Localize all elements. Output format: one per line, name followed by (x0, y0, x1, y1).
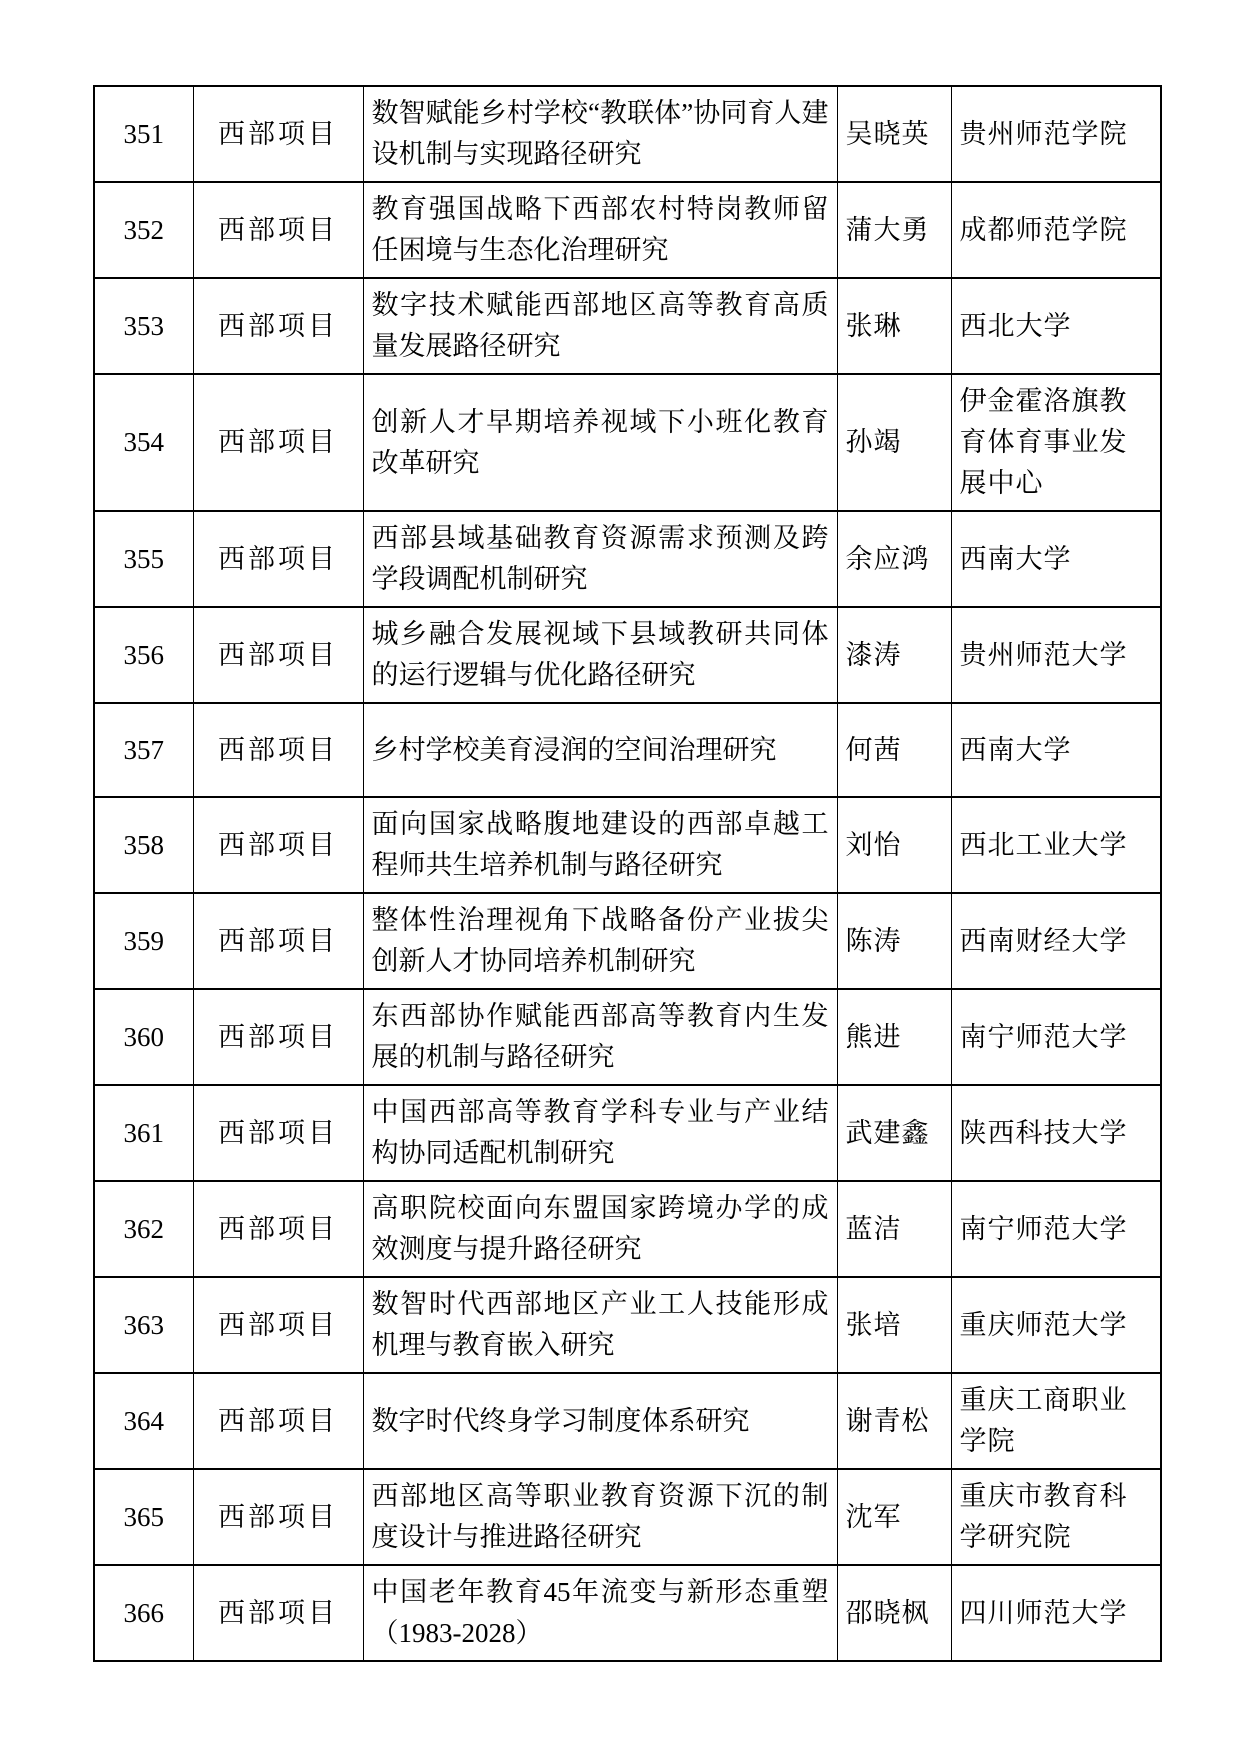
table-row (94, 989, 1161, 1085)
table-row (94, 1373, 1161, 1469)
project-leader-cell: 吴晓英 (837, 86, 951, 182)
project-institution-cell: 重庆师范大学 (951, 1277, 1161, 1373)
project-category-cell: 西部项目 (193, 989, 363, 1085)
project-institution-cell: 重庆市教育科学研究院 (951, 1469, 1161, 1565)
project-category-cell: 西部项目 (193, 278, 363, 374)
table-row (94, 703, 1161, 797)
project-institution-cell: 南宁师范大学 (951, 989, 1161, 1085)
project-leader-cell: 蒲大勇 (837, 182, 951, 278)
project-leader-cell: 沈军 (837, 1469, 951, 1565)
project-category-cell: 西部项目 (193, 182, 363, 278)
project-leader-cell: 谢青松 (837, 1373, 951, 1469)
table-row (94, 893, 1161, 989)
project-category-cell: 西部项目 (193, 797, 363, 893)
project-category-cell: 西部项目 (193, 1277, 363, 1373)
table-row (94, 1277, 1161, 1373)
project-leader-cell: 余应鸿 (837, 511, 951, 607)
project-title-cell: 中国西部高等教育学科专业与产业结构协同适配机制研究 (363, 1085, 837, 1181)
table-row (94, 607, 1161, 703)
project-title-cell: 数字时代终身学习制度体系研究 (363, 1373, 837, 1469)
project-category-cell: 西部项目 (193, 1181, 363, 1277)
project-institution-cell: 四川师范大学 (951, 1565, 1161, 1661)
project-number-cell: 352 (94, 182, 193, 278)
project-institution-cell: 重庆工商职业学院 (951, 1373, 1161, 1469)
project-title-cell: 乡村学校美育浸润的空间治理研究 (363, 703, 837, 797)
project-number-cell: 353 (94, 278, 193, 374)
projects-table-body (94, 86, 1161, 1661)
project-title-cell: 高职院校面向东盟国家跨境办学的成效测度与提升路径研究 (363, 1181, 837, 1277)
project-leader-cell: 张培 (837, 1277, 951, 1373)
project-number-cell: 360 (94, 989, 193, 1085)
project-leader-cell: 刘怡 (837, 797, 951, 893)
project-title-cell: 教育强国战略下西部农村特岗教师留任困境与生态化治理研究 (363, 182, 837, 278)
project-title-cell: 面向国家战略腹地建设的西部卓越工程师共生培养机制与路径研究 (363, 797, 837, 893)
project-leader-cell: 漆涛 (837, 607, 951, 703)
project-number-cell: 354 (94, 374, 193, 511)
project-title-cell: 整体性治理视角下战略备份产业拔尖创新人才协同培养机制研究 (363, 893, 837, 989)
project-number-cell: 361 (94, 1085, 193, 1181)
table-row (94, 182, 1161, 278)
project-institution-cell: 西北大学 (951, 278, 1161, 374)
project-category-cell: 西部项目 (193, 893, 363, 989)
project-number-cell: 358 (94, 797, 193, 893)
project-category-cell: 西部项目 (193, 1373, 363, 1469)
project-leader-cell: 陈涛 (837, 893, 951, 989)
project-institution-cell: 伊金霍洛旗教育体育事业发展中心 (951, 374, 1161, 511)
project-number-cell: 359 (94, 893, 193, 989)
project-category-cell: 西部项目 (193, 607, 363, 703)
project-number-cell: 362 (94, 1181, 193, 1277)
project-institution-cell: 西北工业大学 (951, 797, 1161, 893)
project-leader-cell: 蓝洁 (837, 1181, 951, 1277)
project-title-cell: 西部县域基础教育资源需求预测及跨学段调配机制研究 (363, 511, 837, 607)
project-category-cell: 西部项目 (193, 86, 363, 182)
project-number-cell: 356 (94, 607, 193, 703)
table-row (94, 1181, 1161, 1277)
table-row (94, 797, 1161, 893)
project-institution-cell: 西南大学 (951, 703, 1161, 797)
project-leader-cell: 熊进 (837, 989, 951, 1085)
table-row (94, 1469, 1161, 1565)
project-title-cell: 中国老年教育45年流变与新形态重塑（1983-2028） (363, 1565, 837, 1661)
project-title-cell: 城乡融合发展视域下县域教研共同体的运行逻辑与优化路径研究 (363, 607, 837, 703)
project-title-cell: 数字技术赋能西部地区高等教育高质量发展路径研究 (363, 278, 837, 374)
table-row (94, 278, 1161, 374)
project-number-cell: 364 (94, 1373, 193, 1469)
project-title-cell: 西部地区高等职业教育资源下沉的制度设计与推进路径研究 (363, 1469, 837, 1565)
project-institution-cell: 成都师范学院 (951, 182, 1161, 278)
project-number-cell: 363 (94, 1277, 193, 1373)
project-category-cell: 西部项目 (193, 1565, 363, 1661)
project-leader-cell: 张琳 (837, 278, 951, 374)
project-number-cell: 355 (94, 511, 193, 607)
project-leader-cell: 邵晓枫 (837, 1565, 951, 1661)
project-institution-cell: 贵州师范学院 (951, 86, 1161, 182)
project-number-cell: 366 (94, 1565, 193, 1661)
project-title-cell: 数智赋能乡村学校“教联体”协同育人建设机制与实现路径研究 (363, 86, 837, 182)
project-title-cell: 数智时代西部地区产业工人技能形成机理与教育嵌入研究 (363, 1277, 837, 1373)
project-title-cell: 创新人才早期培养视域下小班化教育改革研究 (363, 374, 837, 511)
project-institution-cell: 西南财经大学 (951, 893, 1161, 989)
projects-table (93, 85, 1162, 1662)
table-row (94, 1085, 1161, 1181)
project-number-cell: 351 (94, 86, 193, 182)
project-category-cell: 西部项目 (193, 511, 363, 607)
table-row (94, 86, 1161, 182)
project-number-cell: 365 (94, 1469, 193, 1565)
project-category-cell: 西部项目 (193, 374, 363, 511)
project-category-cell: 西部项目 (193, 703, 363, 797)
project-leader-cell: 孙竭 (837, 374, 951, 511)
table-row (94, 511, 1161, 607)
table-row (94, 1565, 1161, 1661)
project-institution-cell: 贵州师范大学 (951, 607, 1161, 703)
project-institution-cell: 南宁师范大学 (951, 1181, 1161, 1277)
project-title-cell: 东西部协作赋能西部高等教育内生发展的机制与路径研究 (363, 989, 837, 1085)
project-category-cell: 西部项目 (193, 1085, 363, 1181)
project-institution-cell: 西南大学 (951, 511, 1161, 607)
project-institution-cell: 陕西科技大学 (951, 1085, 1161, 1181)
project-number-cell: 357 (94, 703, 193, 797)
table-row (94, 374, 1161, 511)
project-leader-cell: 何茜 (837, 703, 951, 797)
project-category-cell: 西部项目 (193, 1469, 363, 1565)
project-leader-cell: 武建鑫 (837, 1085, 951, 1181)
